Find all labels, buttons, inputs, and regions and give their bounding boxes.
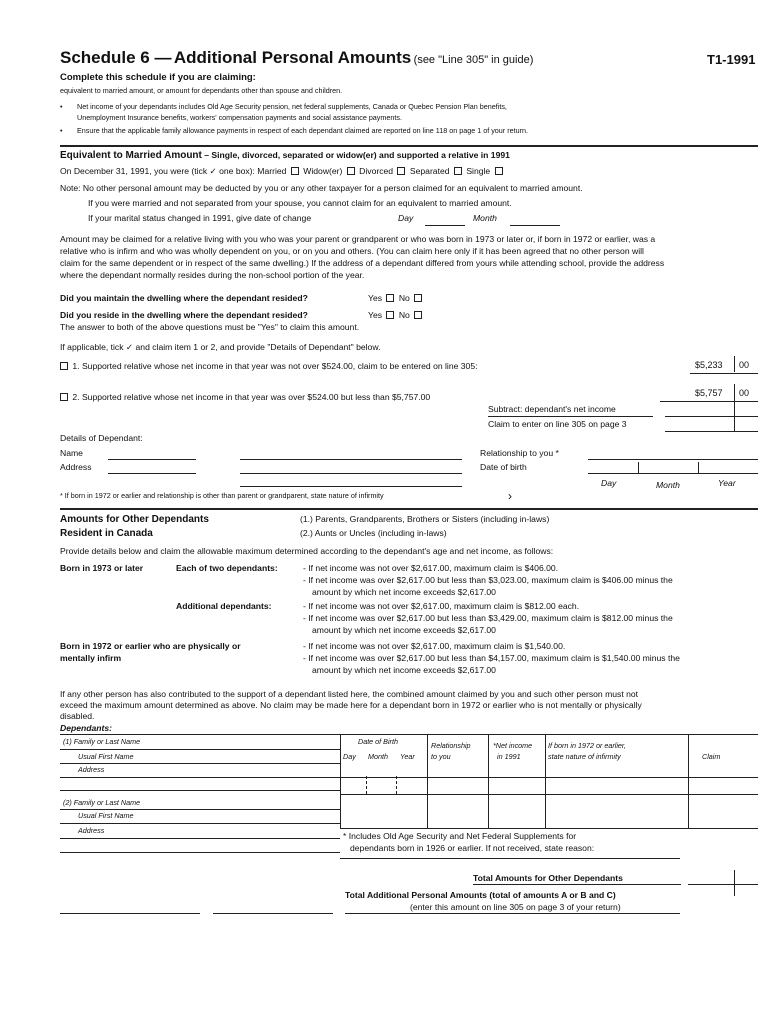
item2-amount: $5,757 — [695, 388, 723, 398]
d1-first-field[interactable] — [60, 763, 340, 764]
divider — [60, 145, 758, 147]
para4: where the dependant normally resides during the non-school portion of the year. — [60, 270, 365, 280]
change-day-field[interactable] — [425, 225, 465, 226]
intro-bullet2: Ensure that the applicable family allowance payments in respect of each dependant claimed are reported on line 118 on page 1 of your return. — [77, 126, 528, 135]
dep-name-field-1[interactable] — [108, 459, 196, 460]
col-rel2: to you — [431, 752, 451, 761]
signature-field-1[interactable] — [60, 913, 200, 914]
subtract-underline — [488, 416, 653, 417]
row-mid-line — [340, 794, 758, 795]
signature-field-2[interactable] — [213, 913, 333, 914]
col-sep-5 — [688, 734, 689, 828]
para1: Amount may be claimed for a relative living with you who was your parent or grandparent or who was born in 1973 or later or, if born in 1972 or earlier, was a — [60, 234, 656, 244]
e2-text: - If net income was over $2,617.00 but less than $3,023.00, maximum claim is $406.00 minus the — [303, 575, 673, 585]
form-title — [60, 48, 533, 68]
question-note: The answer to both of the above questions must be "Yes" to claim this amount. — [60, 322, 360, 332]
note2: If you were married and not separated from your spouse, you cannot claim for an equivalent to married amount. — [88, 198, 512, 208]
dependants-label: Dependants: — [60, 723, 113, 733]
dep-address-field-1[interactable] — [108, 473, 196, 474]
cents-separator-2 — [734, 384, 735, 432]
item1-cents: 00 — [739, 360, 750, 370]
a1-text: - If net income was not over $2,617.00, maximum claim is $812.00 each. — [303, 601, 580, 611]
col-net1: *Net income — [493, 741, 533, 750]
claim-field[interactable] — [665, 431, 758, 432]
i1: If net income was not over $2,617.00, maximum claim is $1,540.00. — [308, 641, 566, 651]
d1-address-field[interactable] — [60, 777, 340, 778]
dep-address-field-3[interactable] — [240, 486, 462, 487]
d1-first-label: Usual First Name — [78, 752, 134, 761]
separated-label: Separated — [409, 166, 450, 176]
table-top — [60, 734, 758, 735]
total-add-underline — [345, 913, 680, 914]
item2-text: 2. Supported relative whose net income in that year was over $524.00 but less than $5,757.00 — [72, 392, 431, 402]
details-heading: Details of Dependant: — [60, 433, 143, 443]
equiv-heading: Equivalent to Married Amount — [60, 150, 202, 161]
relationship-field[interactable] — [588, 459, 758, 460]
intro-bullet1b: Unemployment Insurance benefits, workers' compensation payments and social assistance payments. — [77, 113, 402, 122]
maintain-no-checkbox[interactable] — [414, 294, 422, 302]
dob-field[interactable] — [588, 473, 758, 474]
separated-checkbox[interactable] — [454, 167, 462, 175]
col-rel1: Relationship — [431, 741, 471, 750]
i2: If net income was over $2,617.00 but less than $4,157.00, maximum claim is $1,540.00 minus the — [308, 653, 680, 663]
tick-note: If applicable, tick ✓ and claim item 1 or 2, and provide "Details of Dependant" below. — [60, 342, 381, 352]
dob-sep-2 — [698, 462, 699, 474]
item1-checkbox[interactable] — [60, 362, 68, 370]
i2b: amount by which net income exceeds $2,617.00 — [312, 665, 496, 675]
reside-yes-label: Yes — [368, 310, 383, 320]
married-checkbox[interactable] — [291, 167, 299, 175]
i2-text: - If net income was over $2,617.00 but less than $4,157.00, maximum claim is $1,540.00 minus the — [303, 653, 680, 663]
col-inf1: If born in 1972 or earlier, — [548, 741, 626, 750]
intro-line1: equivalent to married amount, or amount for dependants other than spouse and children. — [60, 86, 343, 95]
total-cents-sep — [734, 870, 735, 896]
single-checkbox[interactable] — [495, 167, 503, 175]
e1: If net income was not over $2,617.00, maximum claim is $406.00. — [308, 563, 559, 573]
col-sep-4 — [545, 734, 546, 828]
col-sep-2 — [427, 734, 428, 828]
total-add-label: Total Additional Personal Amounts (total of amounts A or B and C) — [345, 890, 616, 900]
col-month: Month — [368, 752, 388, 761]
col-day: Day — [343, 752, 356, 761]
item2-line — [660, 401, 758, 402]
a2-text: - If net income was over $2,617.00 but less than $3,429.00, maximum claim is $812.00 minus the — [303, 613, 673, 623]
born72-label-b: mentally infirm — [60, 653, 122, 663]
i1-text: - If net income was not over $2,617.00, maximum claim is $1,540.00. — [303, 641, 566, 651]
infirmity-footnote: * If born in 1972 or earlier and relationship is other than parent or grandparent, state nature of infirmity — [60, 491, 384, 500]
divider-2 — [60, 508, 758, 510]
dep-address-field-2[interactable] — [240, 473, 462, 474]
d1-address-label: Address — [78, 765, 105, 774]
item1-line — [690, 373, 758, 374]
dob-day-label: Day — [601, 478, 617, 488]
includes1: * Includes Old Age Security and Net Federal Supplements for — [343, 831, 577, 841]
a1: If net income was not over $2,617.00, maximum claim is $812.00 each. — [308, 601, 580, 611]
contrib2: exceed the maximum amount determined as above. No claim may be made here for a dependant born in 1972 or earlier who is not mentally or physically — [60, 700, 642, 710]
marital-status-row — [60, 166, 505, 176]
subtract-field[interactable] — [665, 416, 758, 417]
d2-address-field-2[interactable] — [60, 852, 340, 853]
dob-year-label: Year — [718, 478, 736, 488]
reside-answer — [368, 310, 424, 320]
item1-text: 1. Supported relative whose net income in that year was not over $524.00, claim to be entered on line 305: — [72, 361, 478, 371]
contrib1: If any other person has also contributed to the support of a dependant listed here, the combined amount claimed by you and such other person must not — [60, 689, 639, 699]
widowed-checkbox[interactable] — [347, 167, 355, 175]
relationship-label: Relationship to you * — [480, 448, 559, 458]
dep-name-field-2[interactable] — [240, 459, 462, 460]
reason-field[interactable] — [340, 858, 680, 859]
reside-no-checkbox[interactable] — [414, 311, 422, 319]
d2-name-label: (2) Family or Last Name — [63, 798, 141, 807]
chevron-right-icon: › — [508, 489, 512, 503]
e2b: amount by which net income exceeds $2,617.00 — [312, 587, 496, 597]
item2-checkbox[interactable] — [60, 393, 68, 401]
item1-row — [58, 361, 478, 371]
dob-label: Date of birth — [480, 462, 527, 472]
maintain-yes-label: Yes — [368, 293, 383, 303]
born73-label: Born in 1973 or later — [60, 563, 144, 573]
item2-row — [58, 392, 430, 402]
para3: claim for the same dependent or in respect of the same dwelling.) If the address of a dependant differed from yours while attending school, provide the address — [60, 258, 665, 268]
dep-address-label: Address — [60, 462, 92, 472]
col-inf2: state nature of infirmity — [548, 752, 621, 761]
reside-no-label: No — [398, 310, 410, 320]
other-rel2: (2.) Aunts or Uncles (including in-laws) — [300, 528, 447, 538]
dob-dash-1 — [366, 776, 367, 794]
item2-cents: 00 — [739, 388, 750, 398]
maintain-no-label: No — [398, 293, 410, 303]
d2-first-field[interactable] — [60, 823, 340, 824]
d1-name-label: (1) Family or Last Name — [63, 737, 141, 746]
divorced-checkbox[interactable] — [397, 167, 405, 175]
title-text: Additional Personal Amounts — [173, 48, 412, 67]
other-provide: Provide details below and claim the allowable maximum determined according to the dependant's age and net income, as follows: — [60, 546, 554, 556]
dec31-text: On December 31, 1991, you were (tick ✓ one box): Married — [60, 166, 287, 176]
d2-address-label: Address — [78, 826, 105, 835]
d2-name-field[interactable] — [60, 809, 340, 810]
dob-sep-1 — [638, 462, 639, 474]
a2: If net income was over $2,617.00 but less than $3,429.00, maximum claim is $812.00 minus the — [308, 613, 673, 623]
a2b: amount by which net income exceeds $2,617.00 — [312, 625, 496, 635]
d1-name-field[interactable] — [60, 749, 340, 750]
change-month-field[interactable] — [510, 225, 560, 226]
subtract-label: Subtract: dependant's net income — [488, 404, 616, 414]
col-net2: in 1991 — [497, 752, 521, 761]
intro-heading: Complete this schedule if you are claiming: — [60, 72, 256, 83]
equiv-heading-rest: – Single, divorced, separated or widow(er) and supported a relative in 1991 — [204, 150, 510, 160]
row1-line — [340, 777, 758, 778]
note1: Note: No other personal amount may be deducted by you or any other taxpayer for a person claimed for an equivalent to married amount. — [60, 183, 583, 193]
includes2: dependants born in 1926 or earlier. If not received, state reason: — [350, 843, 595, 853]
other-heading1: Amounts for Other Dependants — [60, 514, 209, 525]
d2-address-field[interactable] — [60, 838, 340, 839]
e2: If net income was over $2,617.00 but less than $3,023.00, maximum claim is $406.00 minus the — [308, 575, 673, 585]
d1-address-field-2[interactable] — [60, 790, 340, 791]
form-id: T1-1991 — [707, 52, 756, 67]
d2-first-label: Usual First Name — [78, 811, 134, 820]
maintain-answer — [368, 293, 424, 303]
total-enter-label: (enter this amount on line 305 on page 3 of your return) — [410, 902, 621, 912]
contrib3: disabled. — [60, 711, 95, 721]
dob-month-label: Month — [656, 480, 680, 490]
e1-text: - If net income was not over $2,617.00, maximum claim is $406.00. — [303, 563, 559, 573]
col-dob: Date of Birth — [358, 737, 398, 746]
born72-label-a: Born in 1972 or earlier who are physically or — [60, 641, 241, 651]
reside-yes-checkbox[interactable] — [386, 311, 394, 319]
other-rel1: (1.) Parents, Grandparents, Brothers or Sisters (including in-laws) — [300, 514, 550, 524]
intro-bullet1a: Net income of your dependants includes Old Age Security pension, net federal supplements, Canada or Quebec Pension Plan benefits, — [77, 102, 507, 111]
schedule-label: Schedule 6 — — [60, 48, 172, 67]
total-other-label: Total Amounts for Other Dependants — [473, 873, 623, 883]
total-other-underline — [473, 884, 681, 885]
divorced-label: Divorced — [359, 166, 394, 176]
equiv-heading-row — [60, 150, 510, 162]
col-claim: Claim — [702, 752, 721, 761]
question-reside: Did you reside in the dwelling where the dependant resided? — [60, 310, 308, 320]
each-two-label: Each of two dependants: — [176, 563, 278, 573]
total-other-field[interactable] — [688, 884, 758, 885]
dob-dash-2 — [396, 776, 397, 794]
bullet-2: • — [60, 126, 63, 135]
question-maintain: Did you maintain the dwelling where the dependant resided? — [60, 293, 308, 303]
additional-label: Additional dependants: — [176, 601, 272, 611]
col-year: Year — [400, 752, 415, 761]
cents-separator — [734, 356, 735, 372]
change-month-label: Month — [473, 213, 497, 223]
other-heading2: Resident in Canada — [60, 528, 153, 539]
widowed-label: Widow(er) — [303, 166, 343, 176]
col-sep-1 — [340, 734, 341, 828]
item1-amount: $5,233 — [695, 360, 723, 370]
change-day-label: Day — [398, 213, 414, 223]
maintain-yes-checkbox[interactable] — [386, 294, 394, 302]
bullet-1: • — [60, 102, 63, 111]
note3: If your marital status changed in 1991, give date of change — [88, 213, 312, 223]
row2-line — [340, 828, 758, 829]
para2: relative who is infirm and who was wholly dependent on you, or on you and others. (You can claim here only if it has been agreed that no other person will — [60, 246, 644, 256]
see-line: (see "Line 305" in guide) — [413, 54, 534, 66]
col-sep-3 — [488, 734, 489, 828]
single-label: Single — [466, 166, 491, 176]
dep-name-label: Name — [60, 448, 83, 458]
claim-enter-label: Claim to enter on line 305 on page 3 — [488, 419, 627, 429]
